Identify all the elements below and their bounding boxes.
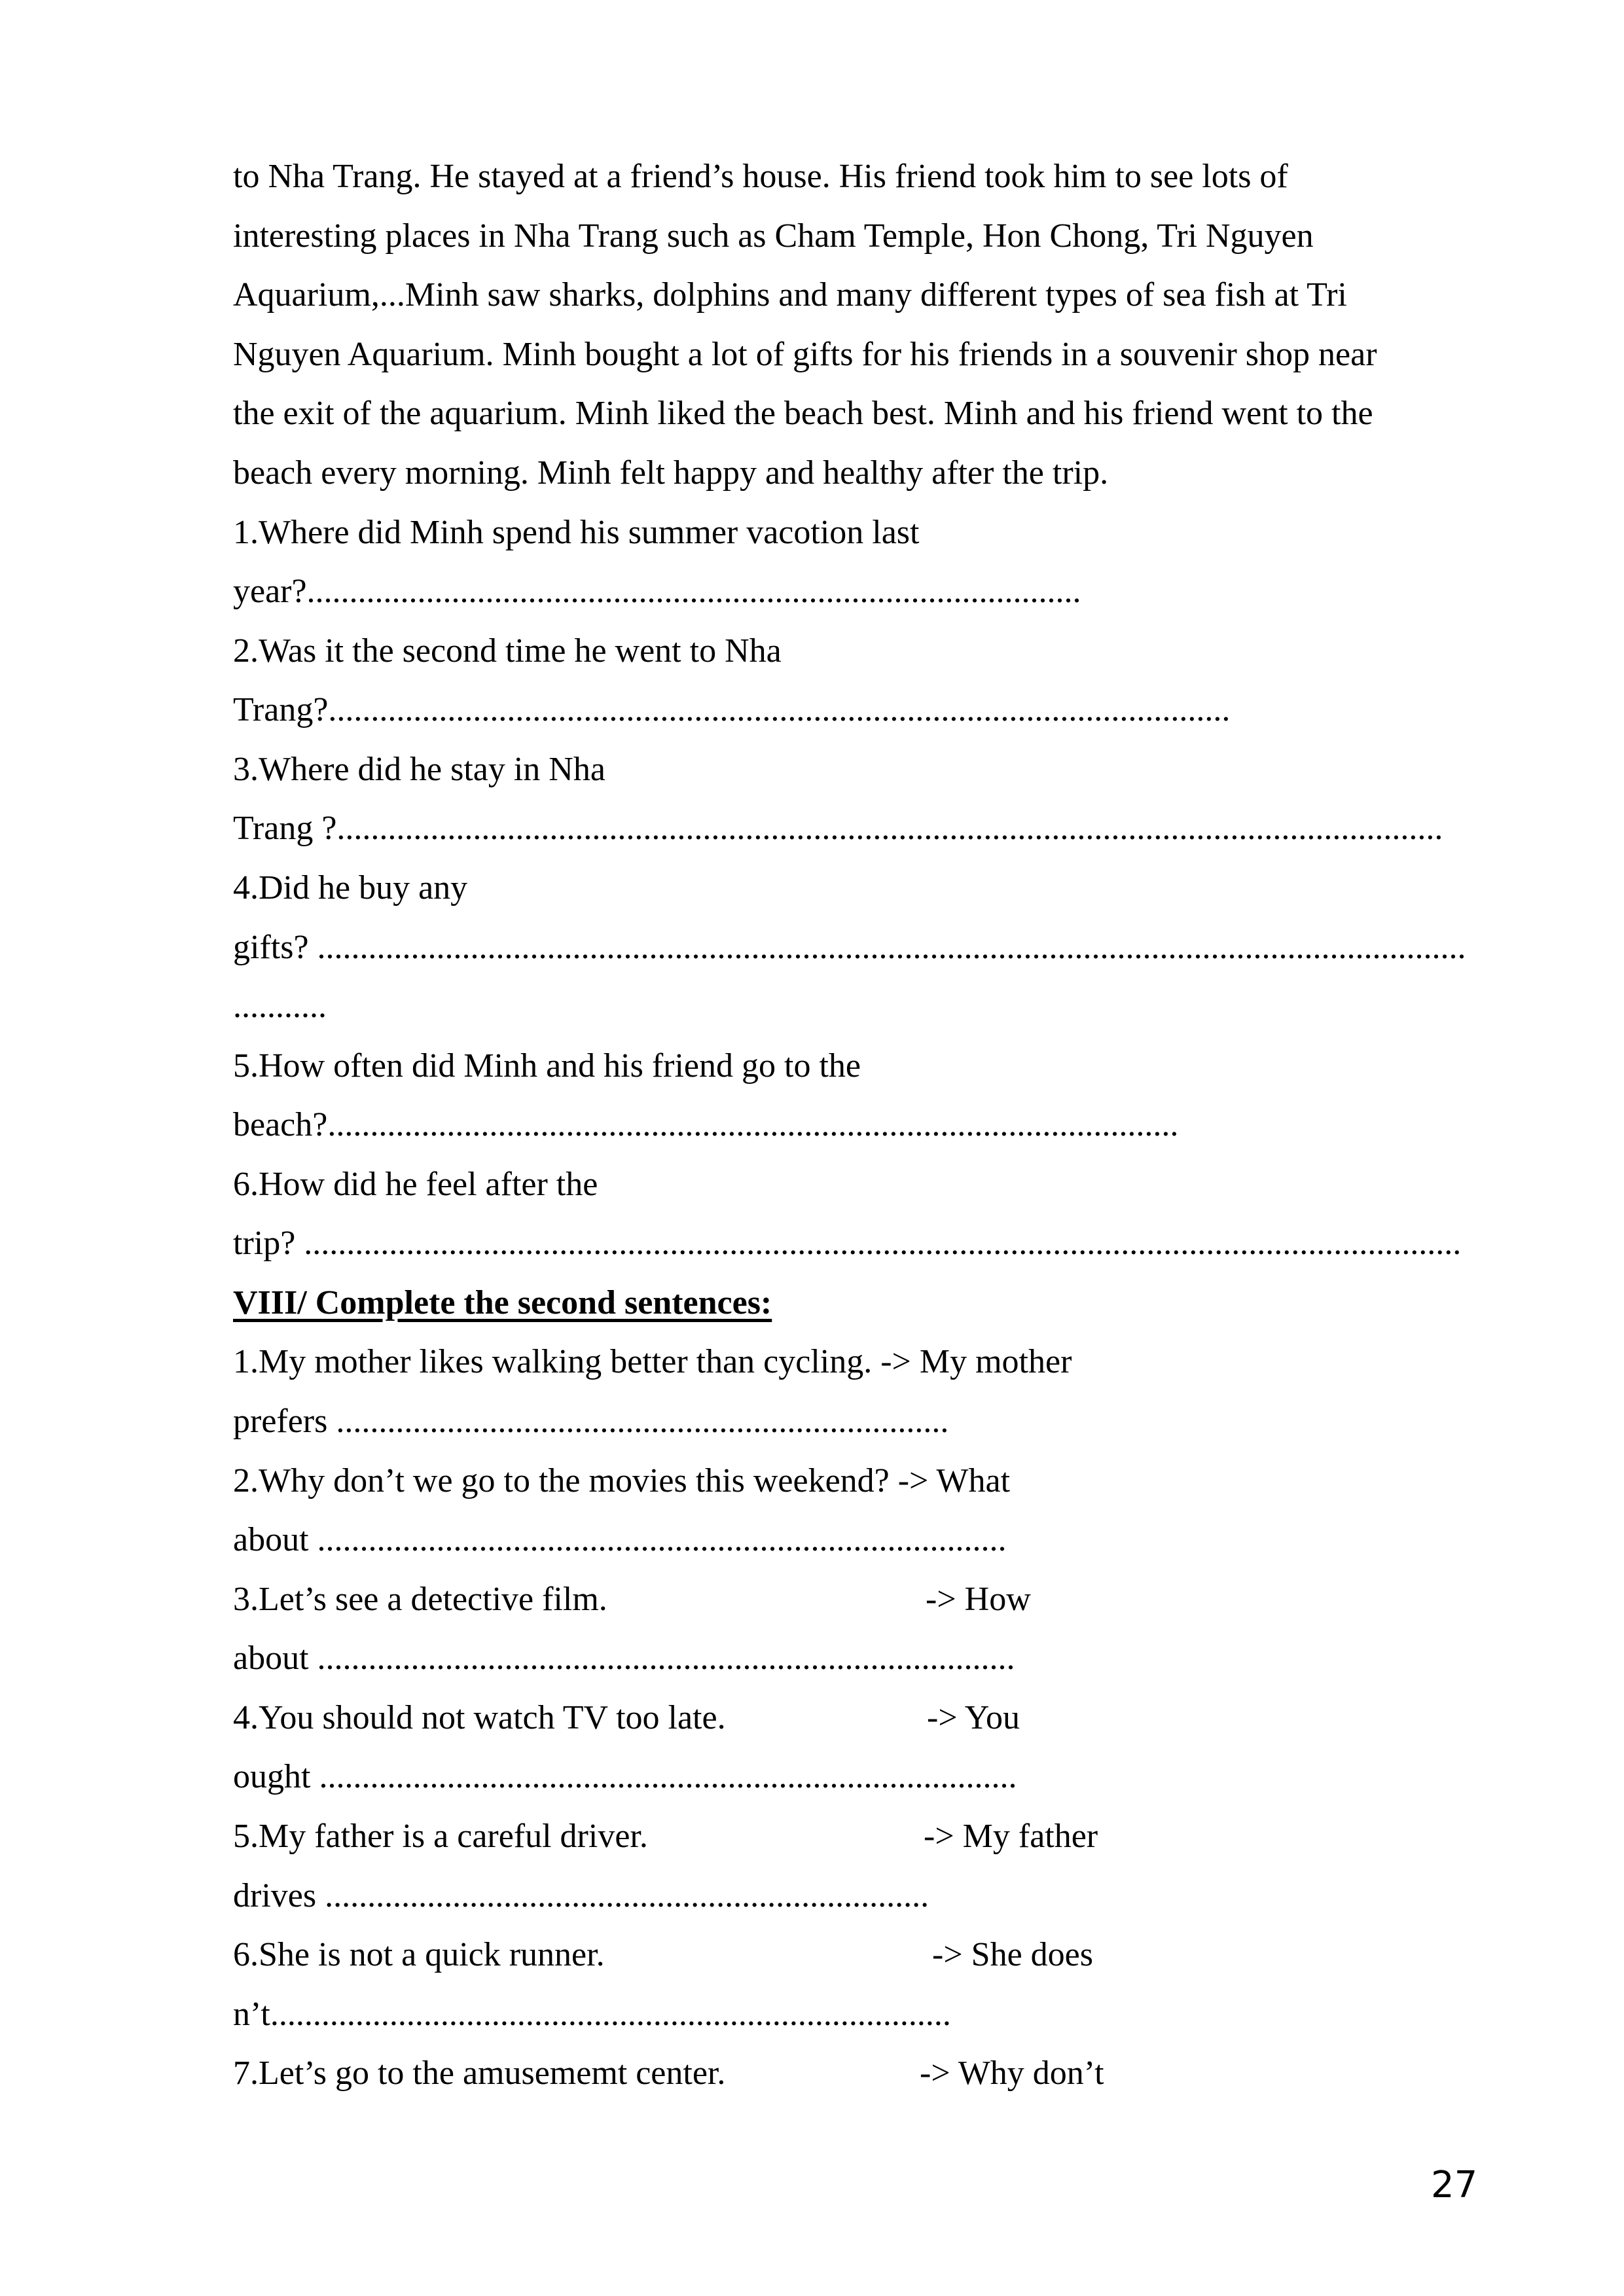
page-number: 27 bbox=[1431, 2164, 1478, 2206]
exercise-prompt-6: -> She does bbox=[932, 1936, 1093, 1973]
exercise-sentence-5: 5.My father is a careful driver. bbox=[233, 1818, 648, 1855]
exercise-sentence-2: 2.Why don’t we go to the movies this weekend? -> What bbox=[233, 1462, 1011, 1499]
exercise-sentence-7: 7.Let’s go to the amusememt center. bbox=[233, 2054, 726, 2092]
passage-line: to Nha Trang. He stayed at a friend’s house. His friend took him to see lots of bbox=[233, 158, 1288, 195]
passage-line: beach every morning. Minh felt happy and healthy after the trip. bbox=[233, 454, 1109, 492]
exercise-prompt-4: -> You bbox=[927, 1699, 1020, 1736]
passage-line: interesting places in Nha Trang such as Cham Temple, Hon Chong, Tri Nguyen bbox=[233, 217, 1314, 255]
answer-line-4-continued[interactable]: ........... bbox=[233, 988, 327, 1025]
question-4: 4.Did he buy any bbox=[233, 869, 468, 906]
exercise-answer-2[interactable]: about ................................................................................. bbox=[233, 1521, 1007, 1558]
answer-line-6[interactable]: trip? ........................................................................................................................................ bbox=[233, 1225, 1462, 1262]
answer-line-4[interactable]: gifts? ....................................................................................................................................... bbox=[233, 929, 1466, 966]
exercise-sentence-4: 4.You should not watch TV too late. bbox=[233, 1699, 726, 1736]
exercise-answer-4[interactable]: ought .................................................................................. bbox=[233, 1758, 1017, 1795]
exercise-prompt-7: -> Why don’t bbox=[920, 2054, 1104, 2092]
exercise-prompt-5: -> My father bbox=[924, 1818, 1098, 1855]
exercise-sentence-3: 3.Let’s see a detective film. bbox=[233, 1581, 607, 1618]
exercise-sentence-6: 6.She is not a quick runner. bbox=[233, 1936, 605, 1973]
passage-line: Nguyen Aquarium. Minh bought a lot of gifts for his friends in a souvenir shop near bbox=[233, 336, 1377, 373]
exercise-answer-3[interactable]: about .................................................................................. bbox=[233, 1640, 1015, 1677]
question-2: 2.Was it the second time he went to Nha bbox=[233, 632, 782, 670]
exercise-sentence-1: 1.My mother likes walking better than cycling. -> My mother bbox=[233, 1343, 1072, 1380]
question-6: 6.How did he feel after the bbox=[233, 1166, 598, 1203]
question-5: 5.How often did Minh and his friend go to the bbox=[233, 1047, 861, 1085]
question-3: 3.Where did he stay in Nha bbox=[233, 751, 605, 788]
question-1: 1.Where did Minh spend his summer vacotion last bbox=[233, 514, 920, 551]
section-heading: VIII/ Complete the second sentences: bbox=[233, 1284, 772, 1321]
passage-line: the exit of the aquarium. Minh liked the beach best. Minh and his friend went to the bbox=[233, 395, 1373, 432]
answer-line-2[interactable]: Trang?.......................................................................................................... bbox=[233, 691, 1231, 728]
exercise-answer-5[interactable]: drives ....................................................................... bbox=[233, 1877, 929, 1914]
passage-line: Aquarium,...Minh saw sharks, dolphins and many different types of sea fish at Tri bbox=[233, 276, 1347, 314]
answer-line-5[interactable]: beach?.................................................................................................... bbox=[233, 1106, 1179, 1143]
answer-line-3[interactable]: Trang ?.................................................................................................................................. bbox=[233, 810, 1443, 847]
exercise-answer-1[interactable]: prefers ........................................................................ bbox=[233, 1403, 949, 1440]
exercise-prompt-3: -> How bbox=[926, 1581, 1031, 1618]
answer-line-1[interactable]: year?........................................................................................... bbox=[233, 573, 1081, 610]
exercise-answer-6[interactable]: n’t................................................................................ bbox=[233, 1996, 951, 2033]
